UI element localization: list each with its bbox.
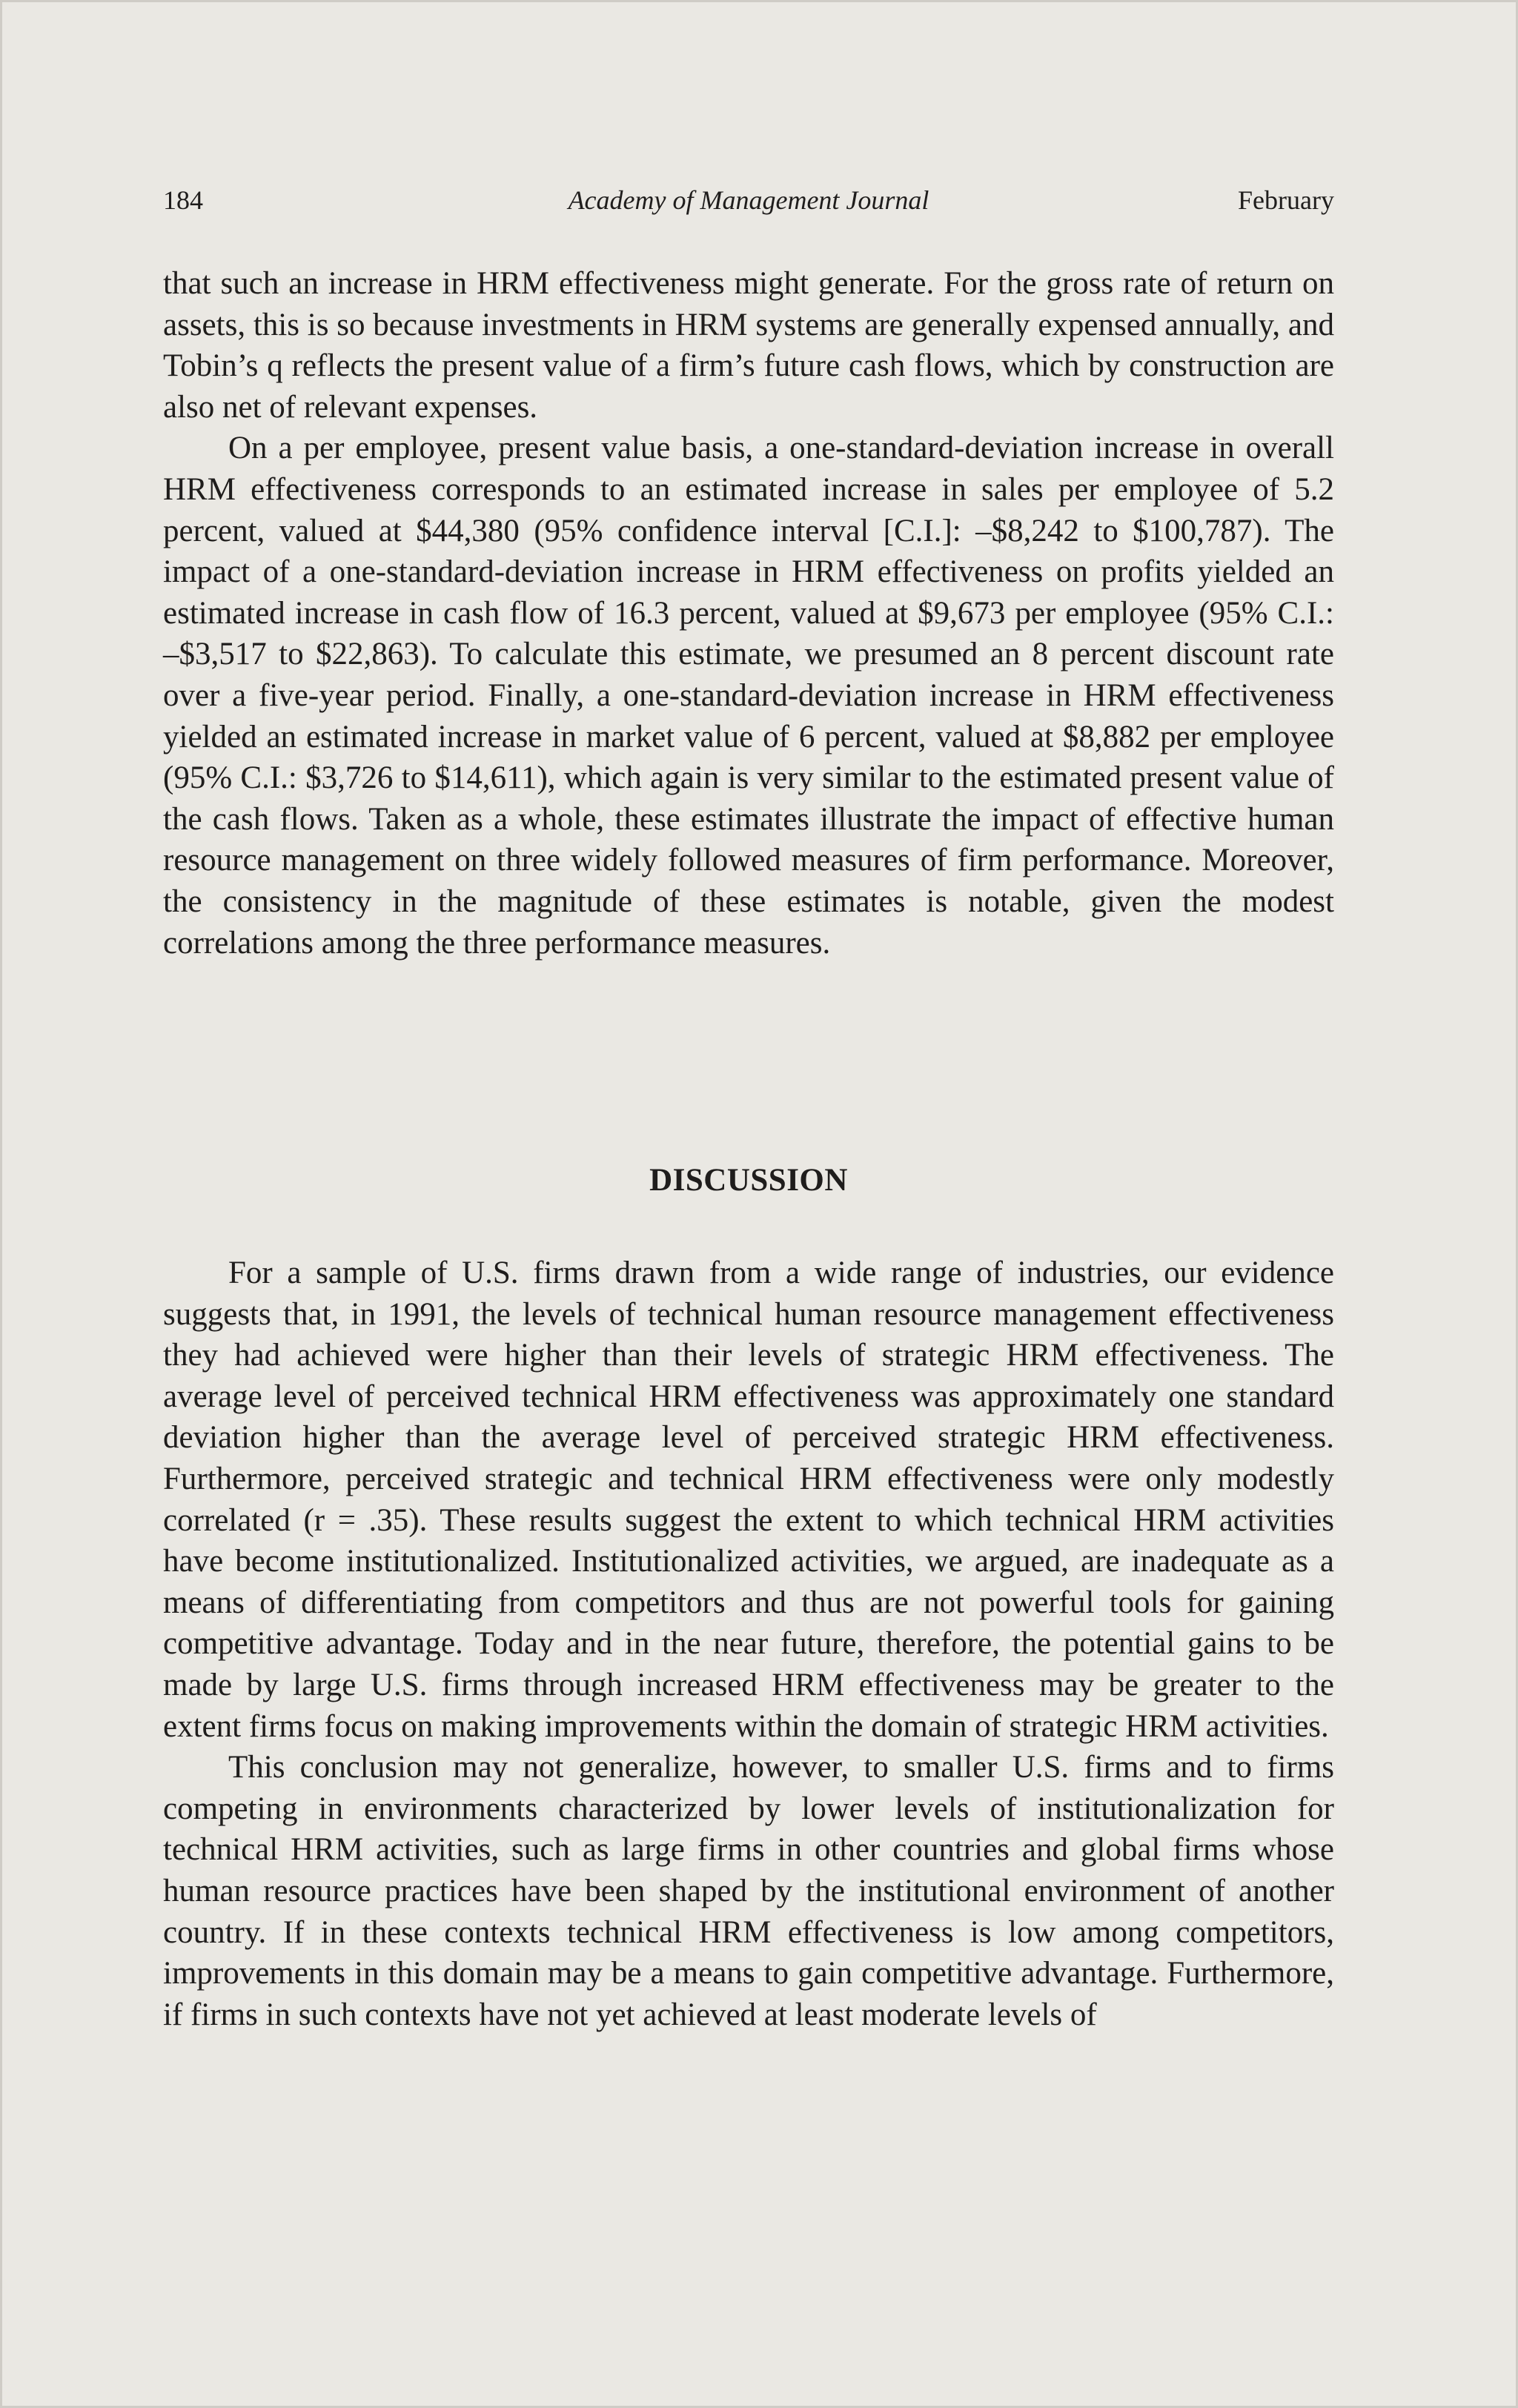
section-heading: DISCUSSION bbox=[649, 1163, 848, 1198]
running-head bbox=[163, 181, 1334, 219]
paragraph: This conclusion may not generalize, however, to smaller U.S. firms and to firms competing in environments characterized by lower levels of institutionalization for technical HRM activities, such as large firms in other countries and global firms whose human resource practices have been shaped by the institutional environment of another country. If in these contexts technical HRM effectiveness is low among competitors, improvements in this domain may be a means to gain competitive advantage. Furthermore, if firms in such contexts have not yet achieved at least moderate levels of bbox=[163, 1750, 1334, 2032]
results-text-block bbox=[163, 263, 1334, 963]
issue-month: February bbox=[1238, 185, 1334, 215]
page-number: 184 bbox=[163, 185, 203, 215]
paragraph-continued: that such an increase in HRM effectiveness might generate. For the gross rate of return on assets, this is so because investments in HRM systems are generally expensed annually, and Tobin’s q reflects the present value of a firm’s future cash flows, which by construction are also net of relevant expenses. bbox=[163, 266, 1334, 425]
paragraph: For a sample of U.S. firms drawn from a wide range of industries, our evidence suggests that, in 1991, the levels of technical human resource management effectiveness they had achieved were higher than their levels of strategic HRM effectiveness. The average level of perceived technical HRM effectiveness was approximately one standard deviation higher than the average level of perceived strategic HRM effectiveness. Furthermore, perceived strategic and technical HRM effectiveness were only modestly correlated (r = .35). These results suggest the extent to which technical HRM activities have become institutionalized. Institutionalized activities, we argued, are inadequate as a means of differentiating from competitors and thus are not powerful tools for gaining competitive advantage. Today and in the near future, therefore, the potential gains to be made by large U.S. firms through increased HRM effectiveness may be greater to the extent firms focus on making improvements within the domain of strategic HRM activities. bbox=[163, 1256, 1334, 1744]
journal-title: Academy of Management Journal bbox=[568, 185, 929, 215]
discussion-text-block bbox=[163, 1253, 1334, 2035]
paragraph: On a per employee, present value basis, a one-standard-deviation increase in overall HRM effectiveness corresponds to an estimated increase in sales per employee of 5.2 percent, valued at $44,380 (95% confidence interval [C.I.]: –$8,242 to $100,787). The impact of a one-standard-deviation increase in HRM effectiveness on profits yielded an estimated increase in cash flow of 16.3 percent, valued at $9,673 per employee (95% C.I.: –$3,517 to $22,863). To calculate this estimate, we presumed an 8 percent discount rate over a five-year period. Finally, a one-standard-deviation increase in HRM effectiveness yielded an estimated increase in market value of 6 percent, valued at $8,882 per employee (95% C.I.: $3,726 to $14,611), which again is very similar to the estimated present value of the cash flows. Taken as a whole, these estimates illustrate the impact of effective human resource management on three widely followed measures of firm performance. Moreover, the consistency in the magnitude of these estimates is notable, given the modest correlations among the three performance measures. bbox=[163, 431, 1334, 961]
